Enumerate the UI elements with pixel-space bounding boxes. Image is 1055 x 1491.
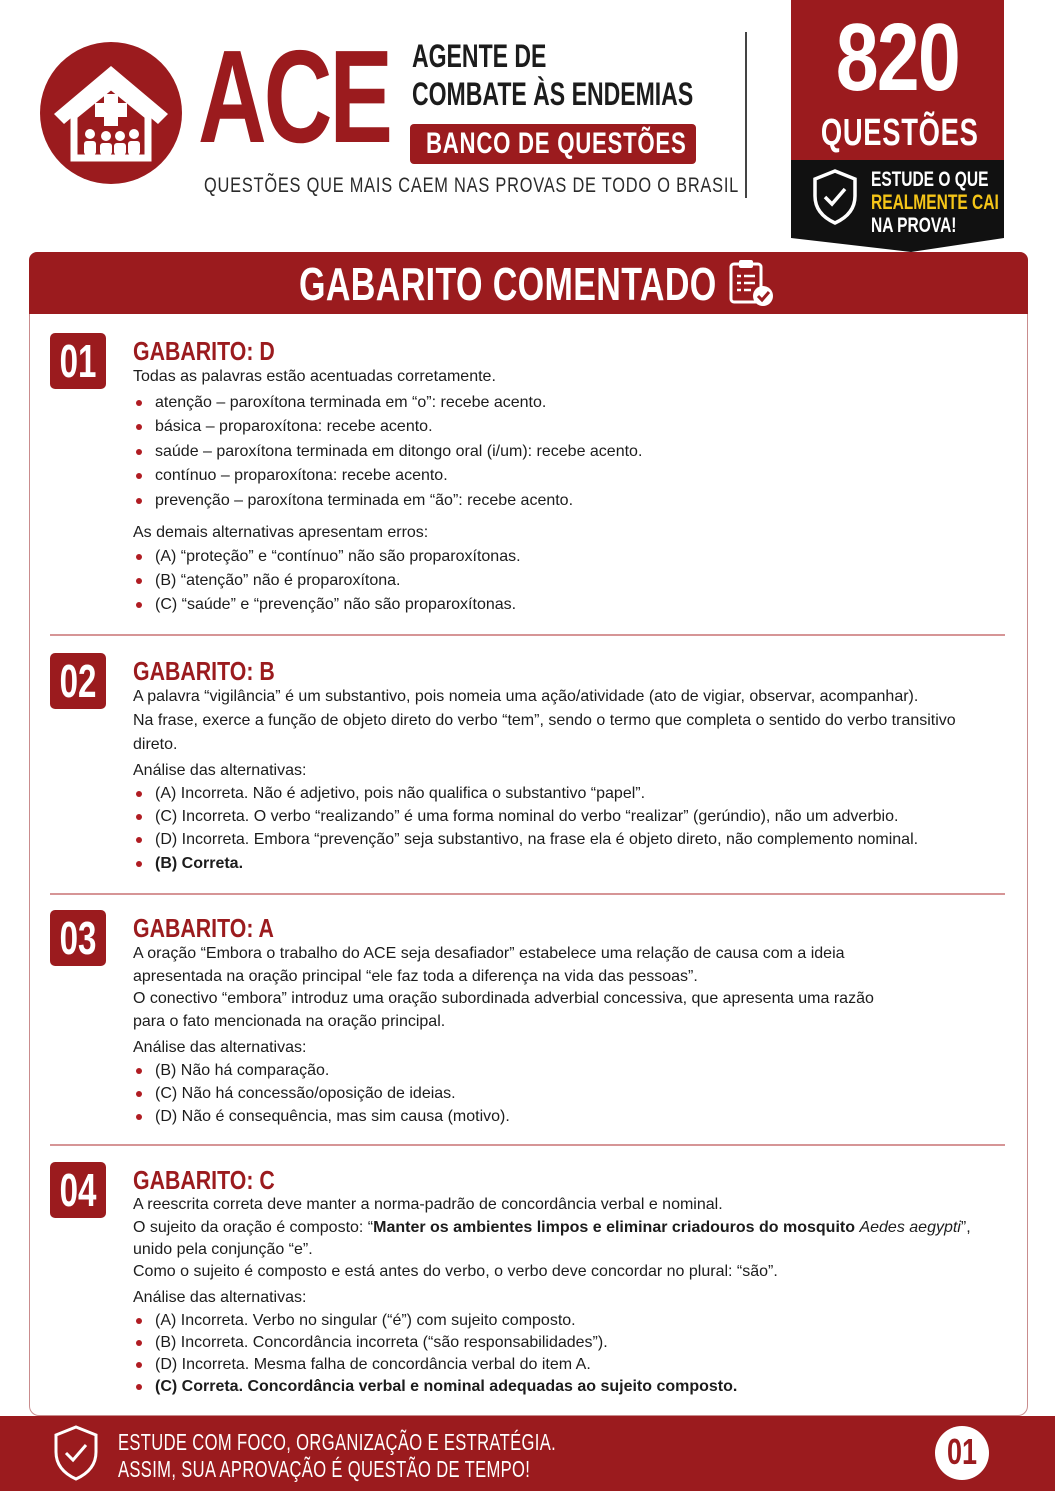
bullet-dot — [136, 424, 142, 430]
header-divider — [745, 32, 747, 198]
list-item: (A) Incorreta. Verbo no singular (“é”) com sujeito composto. — [155, 1312, 576, 1329]
logo-word: ACE — [198, 23, 391, 170]
bullet-dot — [136, 578, 142, 584]
badge-text-1: ESTUDE O QUE — [871, 168, 989, 191]
text-line: apresentada na oração principal “ele faz toda a diferença na vida das pessoas”. — [133, 968, 698, 985]
section-number-04: 04 — [50, 1162, 106, 1218]
text-line: A reescrita correta deve manter a norma-padrão de concordância verbal e nominal. — [133, 1196, 723, 1213]
answer-01: GABARITO: D — [133, 336, 275, 366]
sub-heading: Análise das alternativas: — [133, 1289, 307, 1306]
title-bar — [29, 252, 1028, 314]
list-item: contínuo – proparoxítona: recebe acento. — [155, 467, 448, 484]
bullet-dot — [136, 1068, 142, 1074]
bullet-dot — [136, 814, 142, 820]
footer — [0, 1416, 1055, 1491]
sub-heading: Análise das alternativas: — [133, 762, 307, 779]
list-item: (D) Incorreta. Embora “prevenção” seja substantivo, na frase ela é objeto direto, não complemento nominal. — [155, 831, 919, 848]
shield-check-icon — [811, 168, 859, 226]
bullet-dot — [136, 554, 142, 560]
list-item: (B) Correta. — [155, 855, 244, 872]
list-item: (A) Incorreta. Não é adjetivo, pois não qualifica o substantivo “papel”. — [155, 785, 646, 802]
bullet-dot — [136, 837, 142, 843]
bullet-dot — [136, 1384, 142, 1390]
bullet-dot — [136, 1114, 142, 1120]
list-item: (C) Incorreta. O verbo “realizando” é uma forma nominal do verbo “realizar” (gerúndio), não um adverbio. — [155, 808, 899, 825]
section-number-01: 01 — [50, 333, 106, 389]
answer-04: GABARITO: C — [133, 1165, 275, 1195]
list-item: atenção – paroxítona terminada em “o”: recebe acento. — [155, 394, 547, 411]
bullet-dot — [136, 498, 142, 504]
page-number: 01 — [935, 1426, 989, 1480]
text-line: Na frase, exerce a função de objeto direto do verbo “tem”, sendo o termo que completa o sentido do verbo transitivo — [133, 712, 956, 729]
list-item: básica – proparoxítona: recebe acento. — [155, 418, 433, 435]
list-item: (D) Não é consequência, mas sim causa (motivo). — [155, 1108, 510, 1125]
badge-label: QUESTÕES — [820, 112, 979, 154]
logo-house-icon — [40, 42, 182, 184]
bullet-dot — [136, 1362, 142, 1368]
badge-number: 820 — [835, 4, 960, 111]
bullet-dot — [136, 473, 142, 479]
bullet-dot — [136, 1318, 142, 1324]
badge-text-3: NA PROVA! — [871, 214, 957, 237]
text-line: para o fato mencionada na oração principal. — [133, 1013, 446, 1030]
page-title: GABARITO COMENTADO — [299, 258, 717, 310]
answer-02: GABARITO: B — [133, 656, 275, 686]
tagline: QUESTÕES QUE MAIS CAEM NAS PROVAS DE TODO O BRASIL — [204, 174, 740, 197]
text-line: unido pela conjunção “e”. — [133, 1241, 313, 1258]
list-item: (B) “atenção” não é proparoxítona. — [155, 572, 401, 589]
list-item: (B) Não há comparação. — [155, 1062, 330, 1079]
bullet-dot — [136, 1091, 142, 1097]
section-divider — [50, 634, 1005, 636]
section-divider — [50, 1144, 1005, 1146]
bullet-dot — [136, 602, 142, 608]
list-item: saúde – paroxítona terminada em ditongo oral (i/um): recebe acento. — [155, 443, 643, 460]
bullet-dot — [136, 861, 142, 867]
sub-heading: As demais alternativas apresentam erros: — [133, 524, 429, 541]
study-badge — [791, 160, 1004, 252]
bullet-dot — [136, 449, 142, 455]
text-line: O conectivo “embora” introduz uma oração subordinada adverbial concessiva, que apresenta uma razão — [133, 990, 874, 1007]
bullet-dot — [136, 400, 142, 406]
subtitle-line-2: COMBATE ÀS ENDEMIAS — [412, 76, 694, 112]
bullet-dot — [136, 1340, 142, 1346]
section-number-02: 02 — [50, 653, 106, 709]
questions-badge — [791, 0, 1004, 160]
text-line: direto. — [133, 736, 178, 753]
sub-heading: Análise das alternativas: — [133, 1039, 307, 1056]
list-item: (C) Não há concessão/oposição de ideias. — [155, 1085, 456, 1102]
answer-03: GABARITO: A — [133, 913, 274, 943]
list-item: (B) Incorreta. Concordância incorreta (“são responsabilidades”). — [155, 1334, 608, 1351]
list-item: (C) “saúde” e “prevenção” não são proparoxítonas. — [155, 596, 517, 613]
footer-line-2: ASSIM, SUA APROVAÇÃO É QUESTÃO DE TEMPO! — [118, 1456, 531, 1482]
section-divider — [50, 893, 1005, 895]
text-line: A palavra “vigilância” é um substantivo, pois nomeia uma ação/atividade (ato de vigiar, observar, acompanhar). — [133, 688, 919, 705]
bullet-dot — [136, 791, 142, 797]
list-item: (A) “proteção” e “contínuo” não são proparoxítonas. — [155, 548, 521, 565]
list-item: (D) Incorreta. Mesma falha de concordância verbal do item A. — [155, 1356, 591, 1373]
bank-tag — [410, 124, 696, 164]
list-item: prevenção – paroxítona terminada em “ão”: recebe acento. — [155, 492, 574, 509]
badge-text-2: REALMENTE CAI — [871, 191, 999, 214]
clipboard-check-icon — [725, 257, 777, 309]
shield-check-icon — [52, 1424, 100, 1482]
footer-line-1: ESTUDE COM FOCO, ORGANIZAÇÃO E ESTRATÉGIA. — [118, 1429, 557, 1455]
section-number-03: 03 — [50, 910, 106, 966]
text-line: A oração “Embora o trabalho do ACE seja desafiador” estabelece uma relação de causa com a ideia — [133, 945, 845, 962]
text-line: Todas as palavras estão acentuadas corretamente. — [133, 368, 496, 385]
subtitle-line-1: AGENTE DE — [412, 38, 547, 74]
text-line-subject: O sujeito da oração é composto: “Manter os ambientes limpos e eliminar criadouros do mosquito Aedes aegypti”, — [133, 1219, 971, 1236]
text-line: Como o sujeito é composto e está antes do verbo, o verbo deve concordar no plural: “são”. — [133, 1263, 778, 1280]
list-item: (C) Correta. Concordância verbal e nominal adequadas ao sujeito composto. — [155, 1378, 738, 1395]
bank-tag-label: BANCO DE QUESTÕES — [426, 127, 687, 160]
